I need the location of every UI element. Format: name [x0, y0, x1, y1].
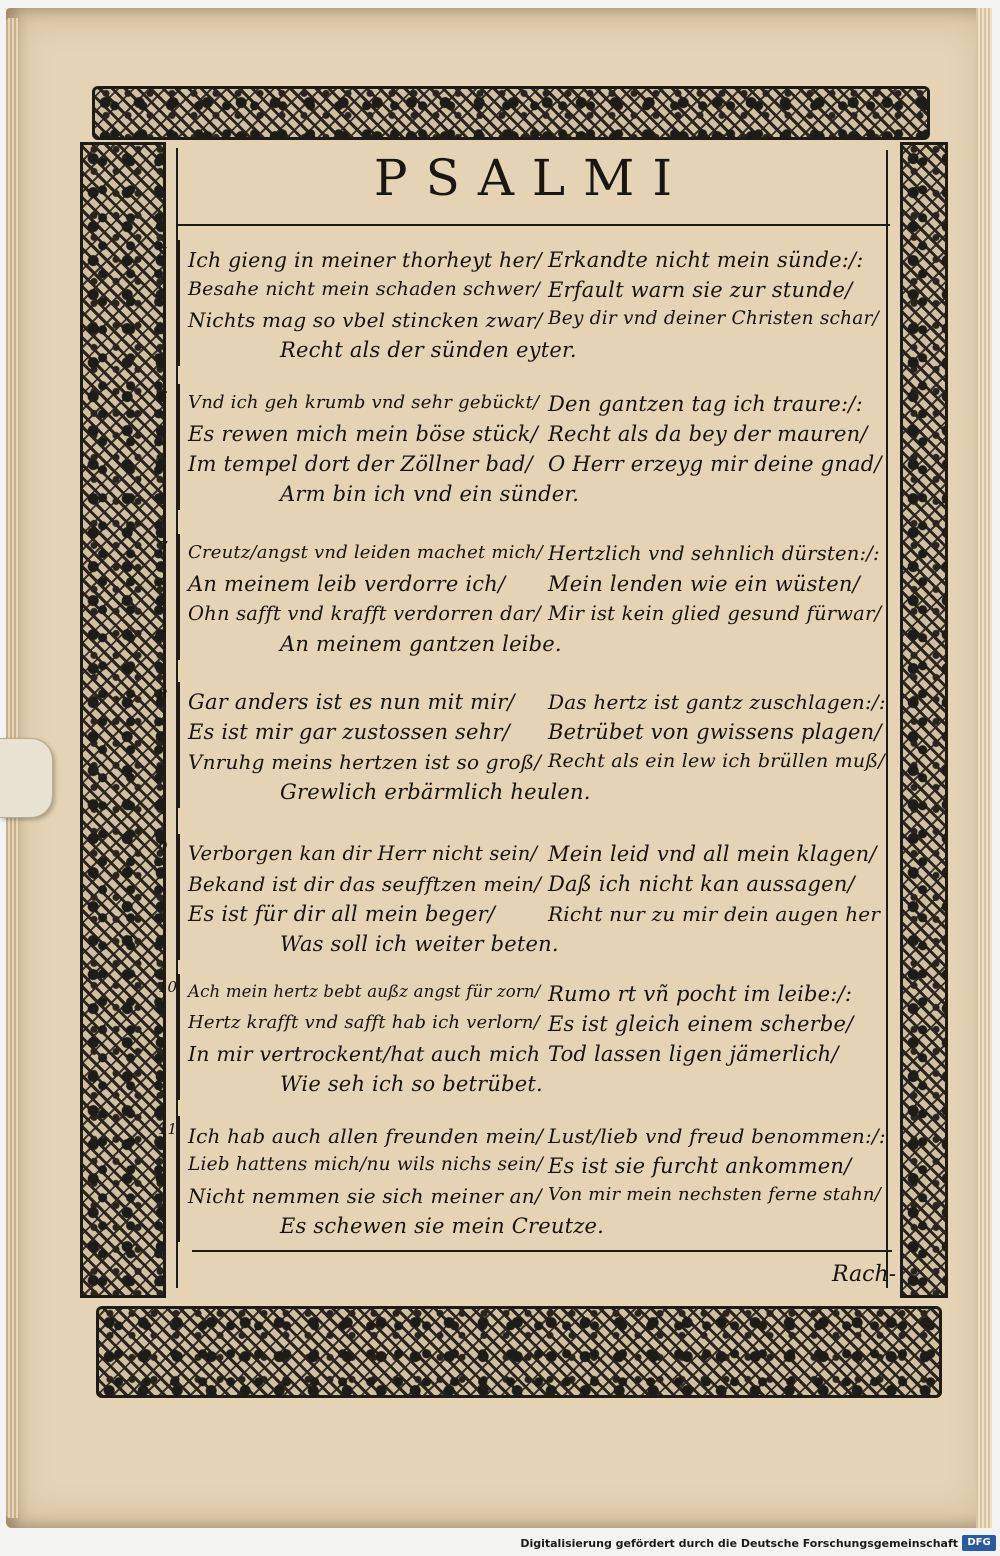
verse-line-right: Recht als da bey der mauren/: [548, 422, 868, 446]
verse-line-left: Gar anders ist es nun mit mir/: [188, 690, 515, 714]
verse-line-left: Besahe nicht mein schaden schwer/: [188, 278, 541, 300]
verse-number: 11: [158, 1120, 178, 1138]
verse-line-right: Es ist sie furcht ankommen/: [548, 1154, 852, 1178]
ornamental-border-left: [80, 142, 166, 1298]
verse-line-left: Lieb hattens mich/nu wils nichs sein/: [188, 1154, 544, 1175]
verse-line-right: Daß ich nicht kan aussagen/: [548, 872, 855, 896]
footer-credit: Digitalisierung gefördert durch die Deutsche Forschungsgemeinschaft: [520, 1537, 958, 1550]
verse-line-right: Es ist gleich einem scherbe/: [548, 1012, 854, 1036]
stanza-bar: [178, 974, 180, 1100]
verse-line-left: Nicht nemmen sie sich meiner an/: [188, 1184, 542, 1208]
stanza-bar: [178, 240, 180, 366]
stanza-bar: [178, 682, 180, 808]
page-tab-marker: [0, 738, 53, 818]
verse-line-left: Es rewen mich mein böse stück/: [188, 422, 538, 446]
verse-number: 5: [158, 244, 168, 262]
title-rule: [178, 224, 890, 226]
verse-line-left: An meinem leib verdorre ich/: [188, 572, 506, 596]
verse-line-left: Ich gieng in meiner thorheyt her/: [188, 248, 542, 272]
page-edge-right: [976, 8, 992, 1528]
verse-line-left: Bekand ist dir das seufftzen mein/: [188, 872, 542, 896]
catchword: Rach-: [832, 1262, 897, 1287]
verse-line-left: Es ist für dir all mein beger/: [188, 902, 496, 926]
bottom-rule: [192, 1250, 892, 1252]
verse-line-right: Mein lenden wie ein wüsten/: [548, 572, 860, 596]
verse-number: 8: [158, 686, 168, 704]
refrain-line: Grewlich erbärmlich heulen.: [280, 780, 591, 804]
verse-line-right: O Herr erzeyg mir deine gnad/: [548, 452, 882, 476]
verse-line-right: Bey dir vnd deiner Christen schar/: [548, 308, 879, 329]
verse-line-left: Ach mein hertz bebt außz angst für zorn/: [188, 982, 541, 1001]
ornamental-border-top: [92, 86, 930, 140]
verse-line-right: Von mir mein nechsten ferne stahn/: [548, 1184, 881, 1205]
verse-line-left: Verborgen kan dir Herr nicht sein/: [188, 842, 538, 865]
verse-line-left: In mir vertrockent/hat auch mich: [188, 1042, 541, 1066]
verse-line-left: Creutz/angst vnd leiden machet mich/: [188, 542, 543, 563]
page-title: PSALMI: [373, 149, 691, 207]
refrain-line: Was soll ich weiter beten.: [280, 932, 559, 956]
refrain-line: An meinem gantzen leibe.: [280, 632, 562, 656]
stanza-bar: [178, 834, 180, 960]
stanza-bar: [178, 384, 180, 510]
dfg-logo: DFG: [962, 1535, 996, 1551]
verse-line-right: Betrübet von gwissens plagen/: [548, 720, 882, 744]
verse-line-right: Rumo rt vñ pocht im leibe:/:: [548, 982, 853, 1006]
ornamental-border-bottom: [96, 1306, 942, 1398]
verse-line-right: Hertzlich vnd sehnlich dürsten:/:: [548, 542, 880, 565]
verse-line-left: Im tempel dort der Zöllner bad/: [188, 452, 533, 476]
ornamental-border-right: [900, 142, 948, 1298]
refrain-line: Recht als der sünden eyter.: [280, 338, 577, 362]
verse-line-left: Vnd ich geh krumb vnd sehr gebückt/: [188, 392, 540, 413]
verse-line-right: Lust/lieb vnd freud benommen:/:: [548, 1124, 886, 1148]
verse-line-left: Vnruhg meins hertzen ist so groß/: [188, 750, 542, 774]
verse-line-right: Tod lassen ligen jämerlich/: [548, 1042, 839, 1066]
stanza-bar: [178, 534, 180, 660]
verse-line-right: Richt nur zu mir dein augen her: [548, 902, 881, 926]
verse-line-right: Erkandte nicht mein sünde:/:: [548, 248, 864, 272]
verse-line-right: Den gantzen tag ich traure:/:: [548, 392, 863, 416]
verse-line-right: Das hertz ist gantz zuschlagen:/:: [548, 690, 886, 714]
verse-line-right: Mir ist kein glied gesund fürwar/: [548, 602, 882, 625]
refrain-line: Wie seh ich so betrübet.: [280, 1072, 543, 1096]
refrain-line: Es schewen sie mein Creutze.: [280, 1214, 604, 1238]
verse-line-right: Erfault warn sie zur stunde/: [548, 278, 853, 302]
verse-line-left: Ohn safft vnd krafft verdorren dar/: [188, 602, 541, 625]
refrain-line: Arm bin ich vnd ein sünder.: [280, 482, 580, 506]
verse-line-left: Ich hab auch allen freunden mein/: [188, 1124, 544, 1148]
verse-number: 6: [158, 388, 168, 406]
verse-number: 7: [158, 538, 168, 556]
verse-line-right: Recht als ein lew ich brüllen muß/: [548, 750, 885, 772]
verse-line-left: Es ist mir gar zustossen sehr/: [188, 720, 510, 744]
verse-line-right: Mein leid vnd all mein klagen/: [548, 842, 877, 866]
verse-number: 9: [158, 838, 168, 856]
verse-number: 10: [158, 978, 178, 996]
verse-line-left: Hertz krafft vnd safft hab ich verlorn/: [188, 1012, 540, 1033]
stanza-bar: [178, 1116, 180, 1242]
verse-line-left: Nichts mag so vbel stincken zwar/: [188, 308, 543, 332]
frame-line-right: [886, 150, 888, 1288]
